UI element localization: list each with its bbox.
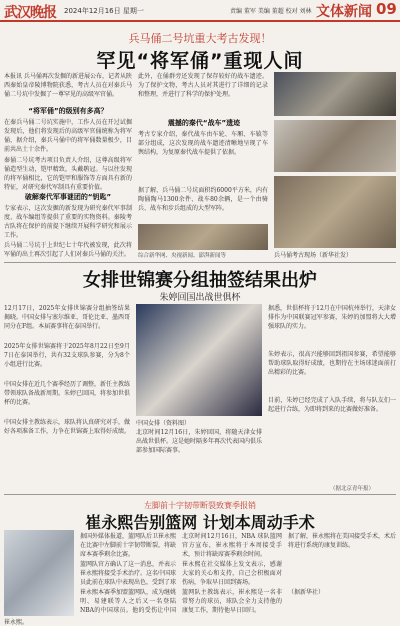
story1-paragraph: 秦俑二号坑考古项目负责人介绍，这尊高级将军俑造型生动，铠甲精致，头戴鹖冠。与以往发现的将军俑相比，它的铠甲和服饰等方面具有新的特征，对研究秦代军制具有重要价值。: [4, 157, 132, 191]
story1-subhead-2: 破解秦代军事谜团的“钥匙”: [24, 193, 112, 201]
story3-paragraph: 北京时间12月16日，NBA 球队篮网官方宣布，崔永熙将于本周接受手术，预计将缺席赛季剩余时间。: [182, 533, 282, 558]
excavation-photo-2: [274, 120, 396, 172]
story2-paragraph: 中国女排主教练表示，球队将认真研究对手，做好各项准备工作，力争在世锦赛上取得好成绩。: [4, 419, 130, 435]
story1-paragraph: 考古专家介绍，秦代战车由车轮、车厢、车辕等部分组成，这次发现的战车遗迹清晰地呈现了车舆结构，为复原秦代战车提供了依据。: [138, 131, 268, 156]
masthead: [0, 0, 400, 22]
story1-kicker: 兵马俑二号坑重大考古发现！: [128, 32, 272, 45]
story2-credit: （据北京青年报）: [330, 486, 375, 492]
story2-subheadline: 朱婷回国出战世俱杯: [159, 293, 241, 303]
issue-date: 2024年12月16日 星期一: [64, 7, 144, 15]
story2-paragraph: 2025年女排世锦赛将于2025年8月22日至9月7日在泰国举行，共有32支球队参赛，分为8个小组进行比赛。: [4, 343, 130, 368]
general-figure-photo: [274, 176, 396, 248]
story2-headline: 女排世锦赛分组抽签结果出炉: [83, 270, 317, 291]
player-photo: [4, 530, 74, 616]
volleyball-team-photo: [136, 304, 262, 416]
story2-photo-caption: 中国女排（资料图）: [136, 420, 191, 427]
story2-paragraph: 北京时间12月16日，朱婷回国，将随天津女排出战世俱杯。这是她时隔多年再次代表国内俱乐部参加国际赛事。: [136, 429, 262, 454]
story3-headline: 崔永熙告别篮网 计划本周动手术: [85, 513, 315, 532]
story1-subhead-1: “将军俑”的级别有多高？: [28, 107, 108, 115]
story1-paragraph: 此外，在俑群旁还发现了保存较好的战车遗迹。为了保护文物，考古人员对其进行了详细的记录和整理，并进行了科学的保护处理。: [138, 73, 268, 98]
section-title: 文体新闻: [316, 4, 372, 20]
story1-subhead-3: 震撼的秦代“战车”遗迹: [167, 119, 241, 127]
story1-paragraph: 在秦兵马俑二号坑实施中，工作人员在开过试掘发现后，他们将发现后的高级军官俑统称为将军俑，据介绍，秦兵马俑中的将军俑数量极少，目前共出土十余件。: [4, 119, 132, 153]
story2-paragraph: 据悉，世俱杯将于12月在中国杭州举行，天津女排作为中国联赛冠军参赛，朱婷的加盟将大大增强球队的实力。: [268, 305, 396, 330]
editor-credits: 责编 董军 美编 董超 校对 刘林: [230, 8, 312, 15]
story1-photo-credit: 综合新华网、央视新闻、澎湃新闻等: [138, 253, 227, 259]
story1-paragraph: 专家表示，这次发掘的新发现为研究秦代军事制度、战车编组等提供了重要的实物资料。秦陵考古队将在保护的前提下继续开展科学研究和展示工作。: [4, 205, 132, 239]
story2-paragraph: 朱婷表示，很高兴能够回到祖国参赛，希望能够帮助球队取得好成绩，也期待在主场球迷面前打出精彩的比赛。: [268, 351, 396, 376]
page-number: 09: [376, 0, 397, 18]
story3-paragraph: 崔永熙本赛季加盟篮网队，成为继姚明、易建联等人之后又一名登陆NBA的中国球员。他的受伤让中国: [80, 589, 176, 614]
story1-paragraph: 据了解，兵马俑二号坑面积约6000平方米，内有陶俑陶马1300余件、战车80余辆，是一个由骑兵、战车和步兵组成的大型军阵。: [138, 187, 268, 212]
story2-paragraph: 12月17日，2025年女排世锦赛分组抽签结果揭晓。中国女排与塞尔维亚、哥伦比亚、墨西哥同分在F组。本届赛事将在泰国举行。: [4, 305, 130, 330]
story2-paragraph: 中国女排在近几个赛季经历了调整，新任主教练带领球队备战新周期。朱婷已回国，将参加世俱杯的比赛。: [4, 381, 130, 406]
story1-photo-caption: 兵马俑考古现场（新华社发）: [274, 252, 353, 259]
story3-paragraph: 篮网队主教练表示，崔永熙是一名非常努力的球员，球队会全力支持他的康复工作，期待他早日回归。: [182, 589, 282, 614]
story3-paragraph: 崔永熙在社交媒体上发文表示，感谢大家的关心和支持，自己会积极面对伤病，争取早日回到赛场。: [182, 561, 282, 586]
story3-paragraph: 据国外媒体报道，篮网队后卫崔永熙在比赛中左脚前十字韧带断裂，将缺席本赛季剩余比赛。: [80, 533, 176, 558]
story3-kicker: 左脚前十字韧带断裂致赛季报销: [144, 501, 256, 510]
warrior-figures-photo: [138, 224, 268, 250]
story3-paragraph: （据新华社）: [288, 589, 325, 596]
story3-paragraph: 篮网队官方确认了这一消息，并表示崔永熙将接受手术治疗。这名中国球员此前在球队中表现出色，受到了球: [80, 561, 176, 586]
excavation-photo-1: [274, 72, 396, 116]
story3-photo-caption: 崔永熙。: [4, 619, 29, 626]
story3-paragraph: 据了解，崔永熙将在美国接受手术，术后将进行系统的康复训练。: [288, 533, 396, 549]
story1-lead: 本报讯 兵马俑再次发掘的新进展公布，记者从陕西秦始皇帝陵博物院获悉，考古人员在对秦兵马俑二号坑中发掘了一尊罕见的高级军官俑。: [4, 73, 132, 98]
divider: [4, 494, 396, 495]
story1-paragraph: 兵马俑二号坑于上世纪七十年代被发现，此次将军俑的出土再次引起了人们对秦兵马俑的关注。: [4, 242, 132, 258]
divider: [4, 262, 396, 263]
story2-paragraph: 目前，朱婷已经完成了入队手续，将与队友们一起进行合练，为即将到来的比赛做好准备。: [268, 397, 396, 413]
newspaper-logo: 武汉晚报: [4, 5, 56, 21]
story1-headline: 罕见“将军俑”重现人间: [96, 50, 304, 72]
